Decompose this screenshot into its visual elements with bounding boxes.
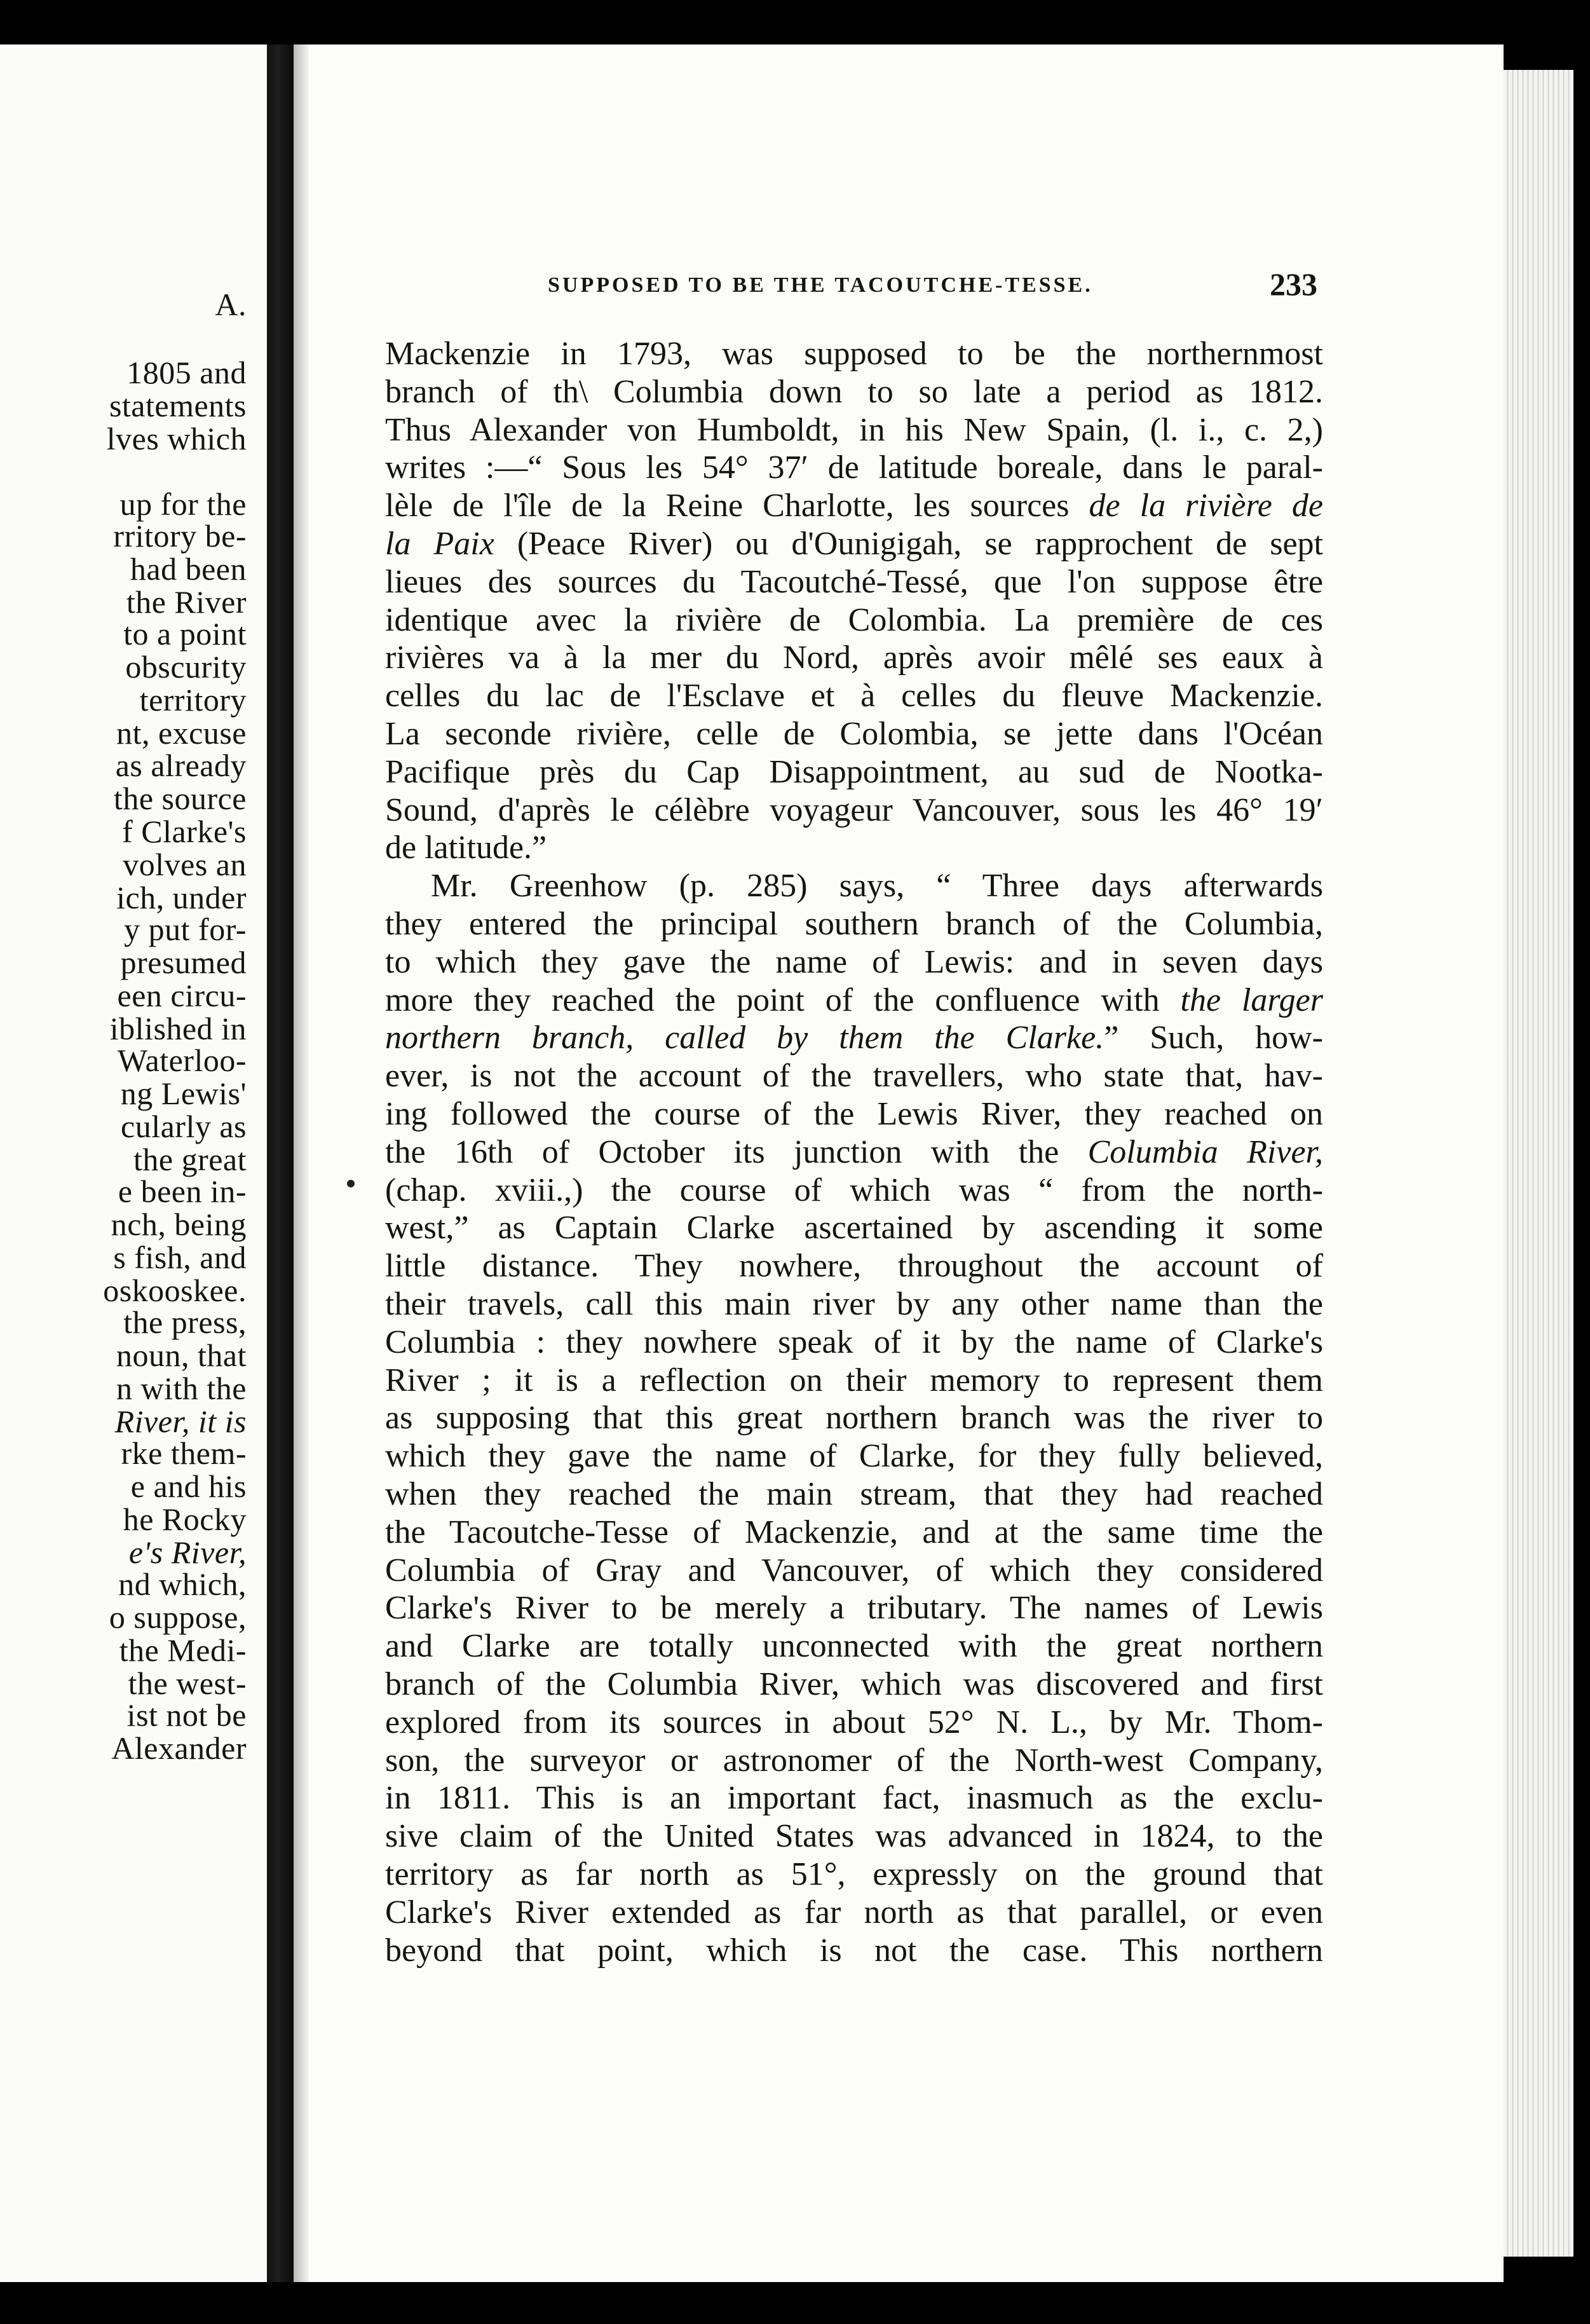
text-line: [385, 449, 1323, 486]
text-line: [385, 792, 1323, 829]
text-run: their travels, call this main river by any other name than the: [385, 1286, 1323, 1322]
text-line: [385, 1818, 1323, 1855]
italic-text: la Paix: [385, 526, 494, 562]
text-line: [385, 639, 1323, 676]
left-page-line: e and his: [130, 1468, 247, 1504]
left-page-line: cularly as: [121, 1109, 247, 1144]
left-page-line: rritory be-: [113, 518, 247, 554]
left-page-line: Alexander: [111, 1730, 247, 1766]
text-run: when they reached the main stream, that they had reached: [385, 1476, 1323, 1512]
left-page-line: s fish, and: [113, 1240, 247, 1275]
left-page-line: ich, under: [116, 880, 247, 915]
text-run: west,” as Captain Clarke ascertained by ascending it some: [385, 1210, 1323, 1246]
italic-text: de la rivière de: [1089, 488, 1323, 524]
italic-text: Columbia River,: [1087, 1134, 1323, 1170]
text-line: [385, 564, 1323, 601]
text-run: in 1811. This is an important fact, inasmuch as the exclu-: [385, 1780, 1323, 1816]
text-line: [385, 1096, 1323, 1133]
text-line: [385, 1172, 1323, 1209]
left-page-line: River, it is: [114, 1404, 247, 1439]
text-line: [385, 944, 1323, 981]
book-gutter: [267, 44, 294, 2282]
left-page-line: volves an: [123, 847, 247, 882]
text-run: sive claim of the United States was advanced in 1824, to the: [385, 1818, 1323, 1854]
text-line: [385, 488, 1323, 524]
text-run: beyond that point, which is not the case. This northern: [385, 1932, 1323, 1969]
text-run: Clarke's River to be merely a tributary. The names of Lewis: [385, 1590, 1323, 1626]
left-page-line: territory: [139, 682, 247, 718]
text-run: celles du lac de l'Esclave et à celles du fleuve Mackenzie.: [385, 678, 1323, 714]
text-run: branch of the Columbia River, which was discovered and first: [385, 1666, 1323, 1702]
text-line: [385, 678, 1323, 714]
text-run: Clarke's River extended as far north as that parallel, or even: [385, 1894, 1323, 1931]
text-line: [385, 1590, 1323, 1627]
text-line: [385, 526, 1323, 563]
left-page-line: he Rocky: [123, 1501, 247, 1537]
left-page-line: een circu-: [117, 978, 247, 1013]
text-run: the 16th of October its junction with the: [385, 1134, 1088, 1170]
text-run: Columbia of Gray and Vancouver, of which they considered: [385, 1552, 1323, 1589]
text-line: [385, 1704, 1323, 1741]
text-run: identique avec la rivière de Colombia. La première de ces: [385, 602, 1323, 638]
text-line: [385, 716, 1323, 753]
text-line: [385, 754, 1323, 791]
left-page-line: A.: [215, 287, 247, 322]
text-run: lèle de l'île de la Reine Charlotte, les sources: [385, 488, 1089, 524]
left-page-line: e's River,: [128, 1535, 247, 1570]
left-page-line: had been: [130, 551, 247, 587]
text-line: [385, 1552, 1323, 1589]
left-page-line: f Clarke's: [122, 814, 247, 849]
text-line: [385, 1476, 1323, 1513]
left-page-line: Waterloo-: [117, 1042, 247, 1078]
left-page-line: e been in-: [118, 1173, 247, 1209]
text-run: they entered the principal southern branch of the Columbia,: [385, 906, 1323, 942]
text-run: which they gave the name of Clarke, for they fully believed,: [385, 1438, 1323, 1474]
text-run: La seconde rivière, celle de Colombia, se jette dans l'Océan: [385, 716, 1323, 752]
left-page-line: the source: [113, 781, 247, 816]
text-run: River ; it is a reflection on their memory to represent them: [385, 1362, 1323, 1398]
left-page-line: 1805 and: [126, 355, 247, 390]
text-run: to which they gave the name of Lewis: and in seven days: [385, 944, 1323, 980]
text-line: [385, 602, 1323, 639]
text-run: (chap. xviii.,) the course of which was “ from the north-: [385, 1172, 1323, 1208]
text-line: [385, 1324, 1323, 1361]
text-line: [385, 906, 1323, 943]
left-page-line: presumed: [120, 945, 247, 980]
left-page-line: the press,: [123, 1304, 247, 1340]
left-page-line: the great: [133, 1142, 247, 1177]
left-page-line: to a point: [123, 616, 247, 652]
text-run: Sound, d'après le célèbre voyageur Vancouver, sous les 46° 19′: [385, 792, 1323, 828]
text-run: son, the surveyor or astronomer of the North-west Company,: [385, 1742, 1323, 1779]
text-line: [385, 1020, 1323, 1056]
left-page-line: nd which,: [118, 1566, 247, 1602]
left-page-line: the west-: [128, 1665, 247, 1701]
text-run: territory as far north as 51°, expressly on the ground that: [385, 1856, 1323, 1892]
left-page-line: o suppose,: [109, 1599, 247, 1635]
left-page-line: iblished in: [109, 1011, 247, 1046]
left-page-line: obscurity: [125, 649, 247, 685]
text-line: [385, 1742, 1323, 1779]
text-line: [385, 1400, 1323, 1437]
text-line: [385, 1514, 1323, 1551]
text-line: [385, 830, 1323, 866]
text-line: [385, 1286, 1323, 1323]
text-run: and Clarke are totally unconnected with the great northern: [385, 1628, 1323, 1664]
text-run: Pacifique près du Cap Disappointment, au sud de Nootka-: [385, 754, 1323, 790]
left-page-line: ng Lewis': [120, 1076, 247, 1111]
text-run: Columbia : they nowhere speak of it by the name of Clarke's: [385, 1324, 1323, 1360]
left-page-line: y put for-: [124, 912, 247, 947]
text-run: de latitude.”: [385, 830, 547, 866]
text-run: ever, is not the account of the travellers, who state that, hav-: [385, 1058, 1323, 1094]
text-run: ” Such, how-: [1104, 1020, 1323, 1056]
text-run: writes :—“ Sous les 54° 37′ de latitude boreale, dans le paral-: [385, 449, 1323, 486]
left-page-line: lves which: [106, 421, 247, 456]
text-run: ing followed the course of the Lewis River, they reached on: [385, 1096, 1323, 1132]
margin-mark: [347, 1180, 355, 1187]
text-line: [385, 374, 1323, 411]
text-line: [385, 1932, 1323, 1969]
left-page-line: statements: [109, 388, 247, 423]
left-page-line: oskooskee.: [103, 1273, 247, 1308]
text-line: [385, 336, 1323, 373]
text-run: (Peace River) ou d'Ounigigah, se rapprochent de sept: [494, 526, 1323, 562]
left-page-line: as already: [115, 748, 247, 783]
page-edges: [1504, 70, 1573, 2257]
text-run: as supposing that this great northern branch was the river to: [385, 1400, 1323, 1436]
text-line: [385, 1210, 1323, 1247]
running-head: SUPPOSED TO BE THE TACOUTCHE-TESSE.: [548, 273, 1093, 297]
text-run: more they reached the point of the confluence with: [385, 982, 1181, 1018]
text-run: explored from its sources in about 52° N. L., by Mr. Thom-: [385, 1704, 1323, 1740]
text-line: [385, 1134, 1323, 1171]
text-line: [385, 1628, 1323, 1665]
italic-text: the larger: [1180, 982, 1323, 1018]
text-line: [385, 1666, 1323, 1703]
left-page-line: the Medi-: [119, 1632, 247, 1668]
text-line: [385, 1780, 1323, 1817]
left-page-line: nch, being: [111, 1206, 247, 1242]
text-line: [385, 868, 1323, 905]
text-line: [385, 1438, 1323, 1475]
text-line: [385, 1894, 1323, 1931]
left-facing-page: [0, 44, 267, 2282]
text-run: branch of th\ Columbia down to so late a period as 1812.: [385, 374, 1323, 410]
left-page-line: rke them-: [121, 1435, 247, 1471]
left-page-line: noun, that: [116, 1337, 247, 1373]
left-page-line: nt, excuse: [116, 715, 247, 751]
text-line: [385, 982, 1323, 1019]
text-run: lieues des sources du Tacoutché-Tessé, que l'on suppose être: [385, 564, 1323, 600]
text-run: the Tacoutche-Tesse of Mackenzie, and at the same time the: [385, 1514, 1323, 1550]
text-line: [385, 1058, 1323, 1095]
text-line: [385, 1856, 1323, 1893]
gutter-shadow: [294, 44, 309, 2282]
text-run: Thus Alexander von Humboldt, in his New Spain, (l. i., c. 2,): [385, 412, 1323, 448]
text-run: Mr. Greenhow (p. 285) says, “ Three days afterwards: [431, 868, 1323, 904]
left-page-line: the River: [126, 584, 247, 620]
text-line: [385, 1362, 1323, 1399]
left-page-line: n with the: [116, 1370, 247, 1406]
left-page-line: ist not be: [126, 1697, 247, 1733]
text-line: [385, 412, 1323, 449]
text-run: little distance. They nowhere, throughout the account of: [385, 1248, 1323, 1284]
italic-text: northern branch, called by them the Clarke.: [385, 1020, 1104, 1056]
text-line: [385, 1248, 1323, 1285]
left-page-line: up for the: [119, 486, 247, 522]
page-number: 233: [1270, 266, 1317, 302]
text-run: Mackenzie in 1793, was supposed to be the northernmost: [385, 336, 1323, 372]
text-run: rivières va à la mer du Nord, après avoir mêlé ses eaux à: [385, 639, 1323, 676]
